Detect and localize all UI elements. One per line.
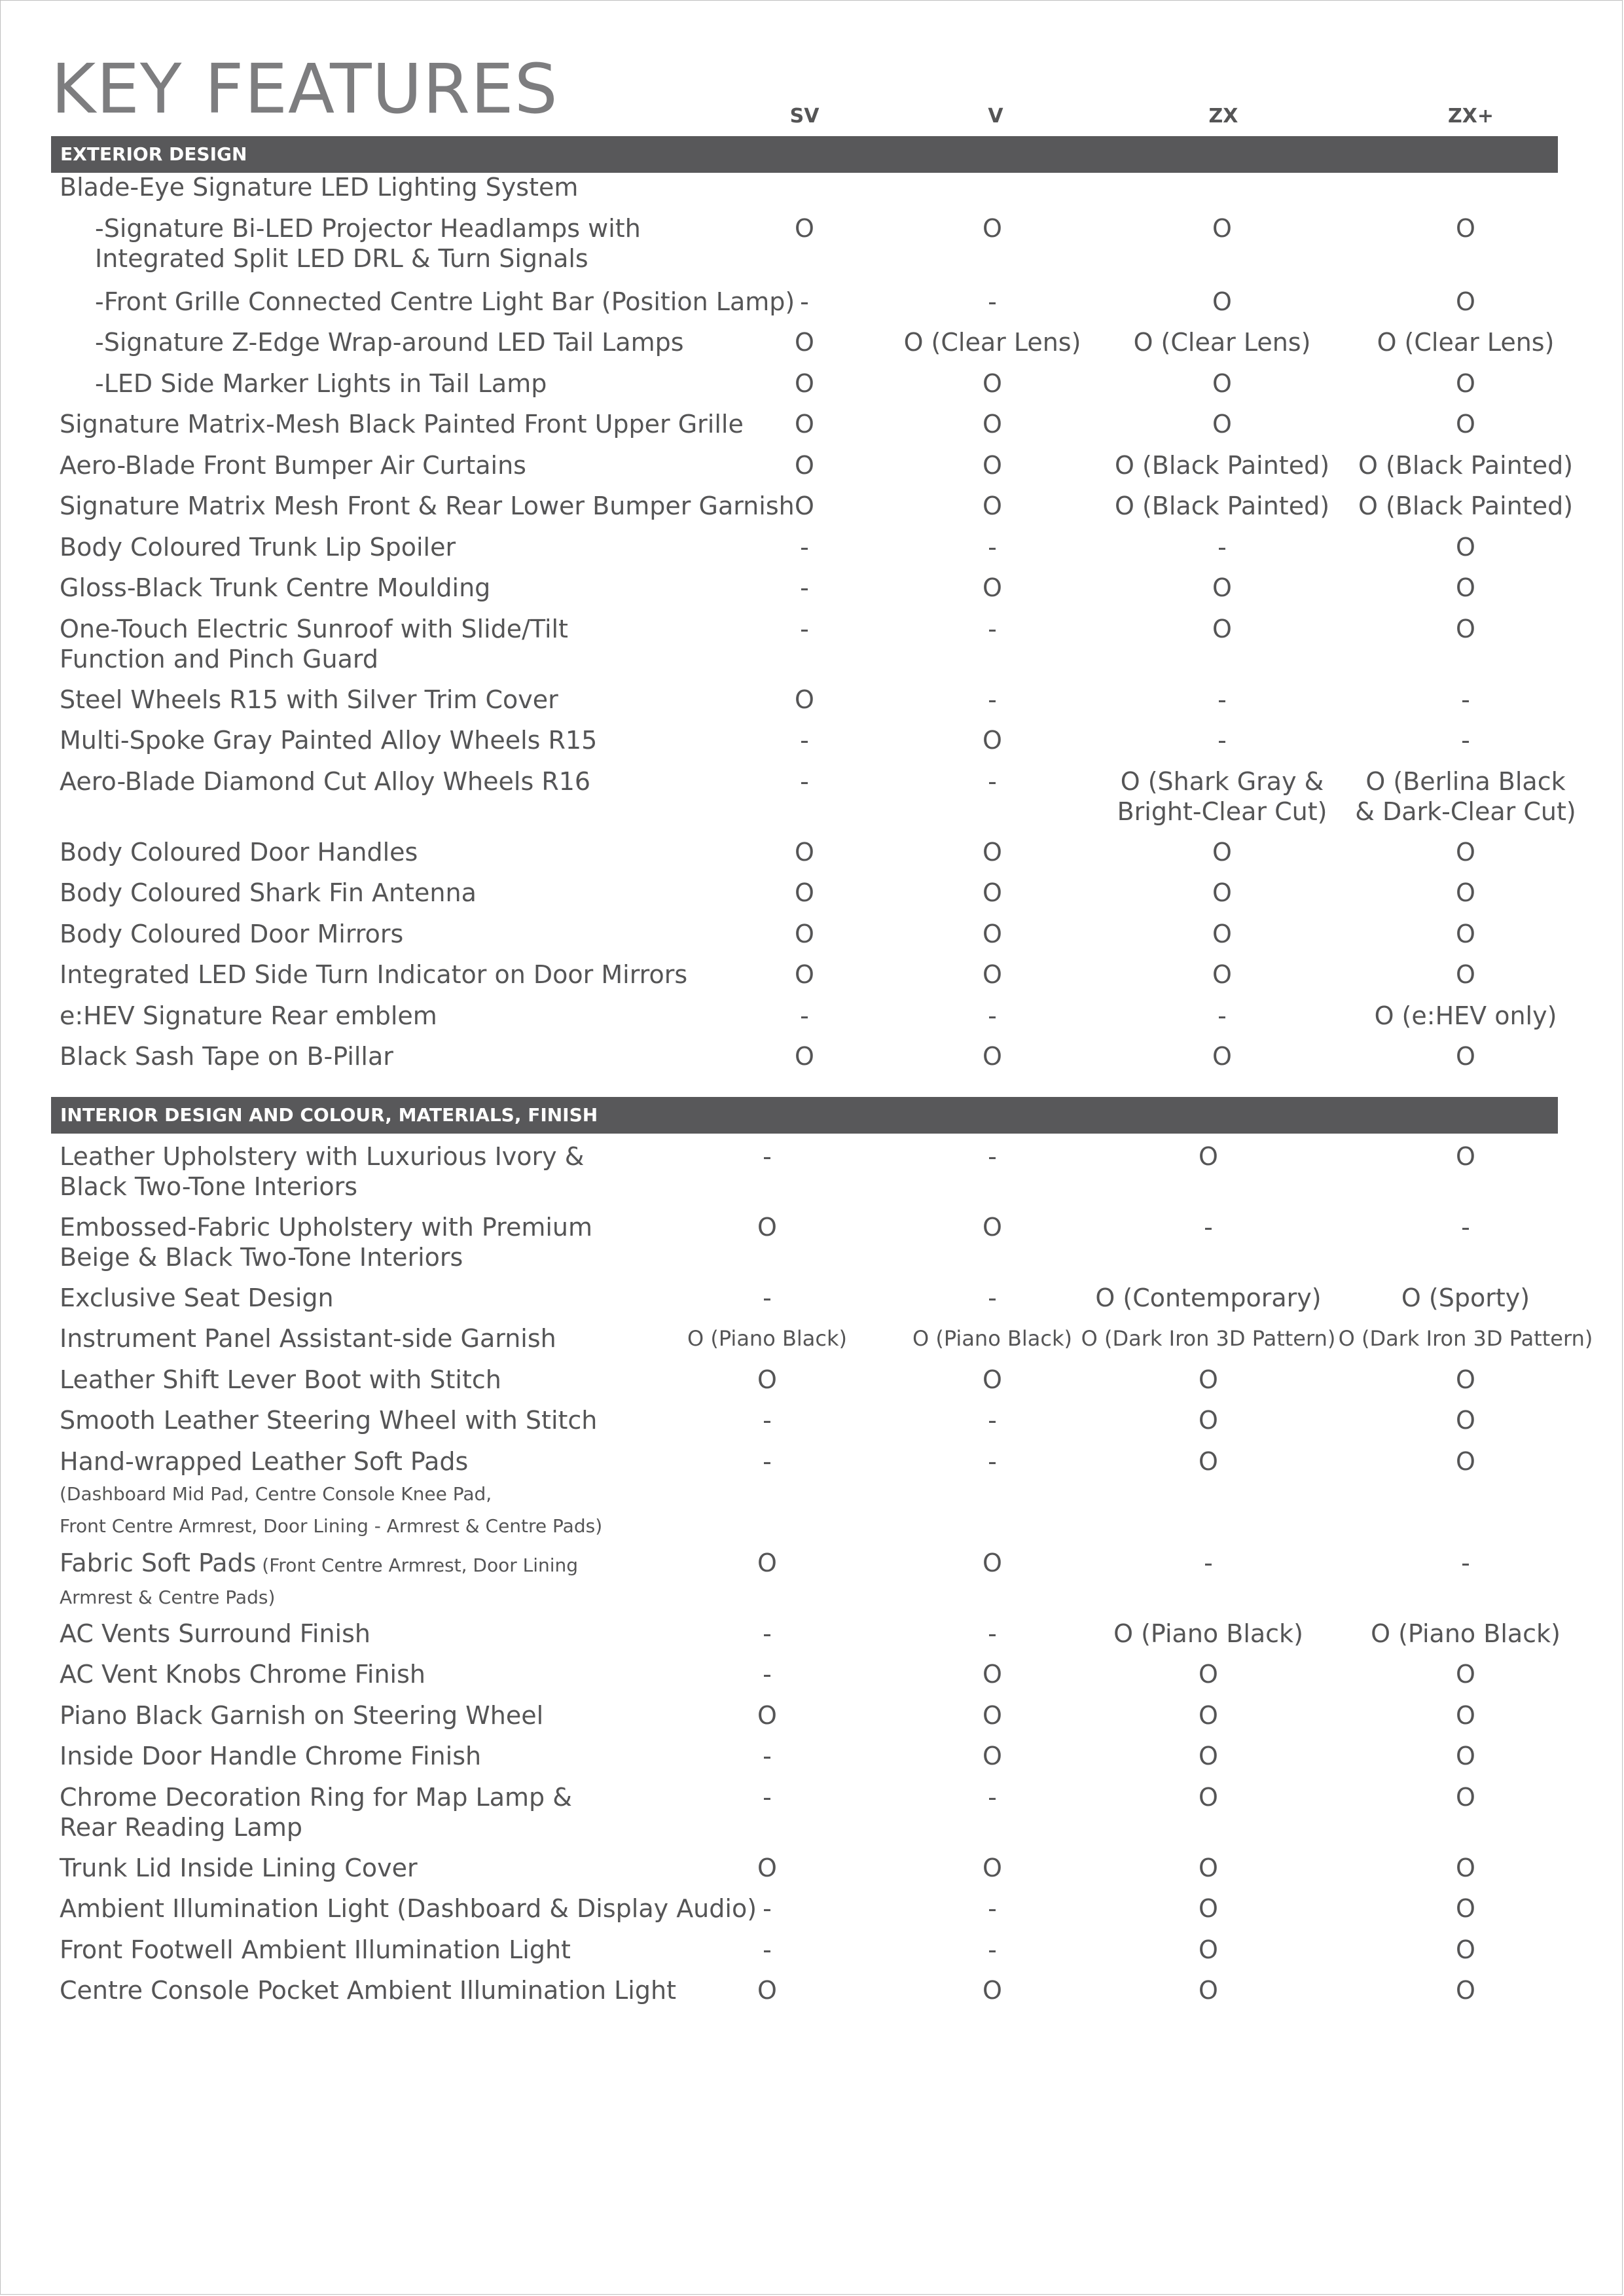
cell-zx-plus: O	[1456, 573, 1475, 602]
table-row	[0, 725, 1624, 766]
cell-zx-plus: O	[1456, 1854, 1475, 1882]
feature-label: e:HEV Signature Rear emblem	[60, 1001, 437, 1030]
feature-label: Centre Console Pocket Ambient Illumination Light	[60, 1976, 676, 2005]
cell-sv: O	[757, 1365, 777, 1394]
cell-v: O	[983, 451, 1002, 480]
cell-sv: O	[795, 369, 814, 398]
cell-zx-plus: O	[1456, 1447, 1475, 1476]
cell-sv: -	[763, 1894, 772, 1923]
cell-zx: O	[1199, 1406, 1218, 1435]
cell-zx-plus: O	[1456, 1935, 1475, 1964]
cell-zx-plus: O	[1456, 1742, 1475, 1770]
feature-label: Leather Upholstery with Luxurious Ivory & Black Two-Tone Interiors	[60, 1142, 585, 1201]
table-row	[0, 1141, 1624, 1212]
feature-label: -LED Side Marker Lights in Tail Lamp	[95, 369, 547, 398]
cell-sv: O	[795, 492, 814, 520]
cell-zx-plus: O (Dark Iron 3D Pattern)	[1338, 1326, 1593, 1351]
feature-label: Signature Matrix Mesh Front & Rear Lower Bumper Garnish	[60, 492, 795, 520]
cell-v: O	[983, 1742, 1002, 1770]
section-header-exterior: EXTERIOR DESIGN	[51, 136, 1558, 173]
cell-v: O	[983, 573, 1002, 602]
cell-sv: -	[763, 1406, 772, 1435]
cell-v: O	[983, 1976, 1002, 2005]
section-header-interior: INTERIOR DESIGN AND COLOUR, MATERIALS, FINISH	[51, 1097, 1558, 1134]
cell-zx-plus: O	[1456, 533, 1475, 562]
feature-label: Multi-Spoke Gray Painted Alloy Wheels R15	[60, 726, 598, 755]
cell-zx: O	[1212, 410, 1232, 439]
feature-label: Ambient Illumination Light (Dashboard & Display Audio)	[60, 1894, 757, 1923]
cell-sv: O	[795, 685, 814, 714]
cell-zx: O	[1199, 1894, 1218, 1923]
cell-sv: O	[795, 878, 814, 907]
feature-label: Hand-wrapped Leather Soft Pads (Dashboard Mid Pad, Centre Console Knee Pad, Front Centre Armrest, Door Lining - Armrest & Centre Pads)	[60, 1447, 603, 1537]
cell-zx-plus: O	[1456, 1142, 1475, 1171]
table-row	[0, 1283, 1624, 1323]
feature-label: One-Touch Electric Sunroof with Slide/Tilt Function and Pinch Guard	[60, 615, 568, 673]
feature-label: Aero-Blade Front Bumper Air Curtains	[60, 451, 526, 480]
feature-label: Chrome Decoration Ring for Map Lamp & Rear Reading Lamp	[60, 1783, 572, 1842]
column-header-zx-plus: ZX+	[1447, 105, 1494, 128]
cell-zx: -	[1218, 726, 1227, 755]
table-row	[0, 1619, 1624, 1659]
cell-v: O	[983, 1549, 1002, 1577]
cell-sv: -	[763, 1142, 772, 1171]
cell-zx-plus: O	[1456, 1406, 1475, 1435]
cell-zx-plus: O (Berlina Black & Dark-Clear Cut)	[1355, 767, 1576, 826]
cell-v: O	[983, 960, 1002, 989]
feature-label: Leather Shift Lever Boot with Stitch	[60, 1365, 501, 1394]
cell-zx-plus: -	[1461, 1549, 1470, 1577]
cell-v: O	[983, 1042, 1002, 1071]
table-row	[0, 1548, 1624, 1619]
cell-zx: O	[1212, 1042, 1232, 1071]
cell-sv: -	[763, 1619, 772, 1648]
table-row	[0, 1001, 1624, 1041]
cell-zx: -	[1218, 1001, 1227, 1030]
cell-v: -	[988, 767, 997, 796]
cell-zx-plus: -	[1461, 1213, 1470, 1242]
table-row	[0, 368, 1624, 409]
cell-v: -	[988, 615, 997, 643]
cell-zx-plus: O	[1456, 878, 1475, 907]
cell-v: -	[988, 1283, 997, 1312]
cell-v: -	[988, 1619, 997, 1648]
cell-sv: O	[757, 1213, 777, 1242]
cell-sv: -	[800, 767, 809, 796]
cell-zx: O	[1212, 878, 1232, 907]
table-row	[0, 450, 1624, 491]
feature-label: Body Coloured Door Mirrors	[60, 920, 404, 948]
cell-zx-plus: O (Piano Black)	[1371, 1619, 1561, 1648]
table-row	[0, 960, 1624, 1001]
cell-zx-plus: O (e:HEV only)	[1374, 1001, 1557, 1030]
cell-v: O	[983, 492, 1002, 520]
cell-zx: -	[1204, 1213, 1213, 1242]
cell-v: -	[988, 685, 997, 714]
cell-sv: O	[795, 1042, 814, 1071]
cell-sv: -	[800, 615, 809, 643]
feature-label: Inside Door Handle Chrome Finish	[60, 1742, 482, 1770]
cell-zx: O	[1212, 615, 1232, 643]
cell-zx-plus: O	[1456, 410, 1475, 439]
cell-zx-plus: -	[1461, 726, 1470, 755]
feature-label: AC Vent Knobs Chrome Finish	[60, 1660, 425, 1689]
cell-v: O	[983, 1660, 1002, 1689]
feature-label: Smooth Leather Steering Wheel with Stitch	[60, 1406, 598, 1435]
table-row	[0, 837, 1624, 878]
column-headers	[0, 105, 1624, 131]
cell-zx: -	[1218, 533, 1227, 562]
feature-note: (Dashboard Mid Pad, Centre Console Knee Pad,	[60, 1483, 492, 1505]
table-row	[0, 287, 1624, 327]
cell-zx: O	[1212, 287, 1232, 316]
cell-v: -	[988, 287, 997, 316]
feature-label: Front Footwell Ambient Illumination Light	[60, 1935, 571, 1964]
cell-sv: -	[763, 1283, 772, 1312]
feature-label: Blade-Eye Signature LED Lighting System	[60, 173, 579, 202]
table-row	[0, 532, 1624, 573]
cell-sv: -	[800, 573, 809, 602]
cell-zx: O (Dark Iron 3D Pattern)	[1081, 1326, 1336, 1351]
cell-v: -	[988, 1447, 997, 1476]
table-row	[0, 919, 1624, 960]
feature-label: Body Coloured Shark Fin Antenna	[60, 878, 477, 907]
feature-label: Gloss-Black Trunk Centre Moulding	[60, 573, 491, 602]
table-row	[0, 685, 1624, 725]
cell-sv: O	[795, 838, 814, 867]
cell-sv: O	[795, 214, 814, 243]
cell-zx: -	[1218, 685, 1227, 714]
table-row	[0, 1782, 1624, 1853]
cell-sv: O	[757, 1701, 777, 1730]
feature-label: Signature Matrix-Mesh Black Painted Front Upper Grille	[60, 410, 744, 439]
cell-zx: O (Piano Black)	[1113, 1619, 1303, 1648]
table-row	[0, 1659, 1624, 1700]
cell-zx-plus: O (Clear Lens)	[1377, 328, 1555, 357]
exterior-feature-table	[0, 172, 1624, 1083]
table-row	[0, 1935, 1624, 1975]
cell-zx-plus: O	[1456, 838, 1475, 867]
cell-v: -	[988, 1783, 997, 1812]
cell-v: O (Clear Lens)	[903, 328, 1081, 357]
cell-v: O	[983, 369, 1002, 398]
table-row	[0, 1405, 1624, 1446]
cell-sv: -	[763, 1660, 772, 1689]
cell-v: -	[988, 1001, 997, 1030]
cell-sv: -	[763, 1447, 772, 1476]
cell-sv: -	[763, 1935, 772, 1964]
cell-zx: O	[1212, 920, 1232, 948]
cell-sv: O (Piano Black)	[687, 1326, 848, 1351]
cell-sv: O	[795, 410, 814, 439]
feature-label: -Signature Bi-LED Projector Headlamps with Integrated Split LED DRL & Turn Signals	[95, 214, 641, 273]
cell-v: O	[983, 1213, 1002, 1242]
table-row	[0, 614, 1624, 685]
cell-zx-plus: O	[1456, 1783, 1475, 1812]
cell-zx-plus: O	[1456, 920, 1475, 948]
feature-label: Black Sash Tape on B-Pillar	[60, 1042, 393, 1071]
feature-label: Body Coloured Door Handles	[60, 838, 418, 867]
cell-v: -	[988, 533, 997, 562]
cell-zx: O	[1199, 1660, 1218, 1689]
cell-v: O	[983, 214, 1002, 243]
cell-sv: O	[795, 960, 814, 989]
cell-v: O	[983, 878, 1002, 907]
table-row	[0, 1446, 1624, 1548]
cell-zx: O	[1212, 573, 1232, 602]
cell-v: O	[983, 838, 1002, 867]
cell-zx-plus: O	[1456, 1701, 1475, 1730]
feature-label: Fabric Soft Pads (Front Centre Armrest, Door Lining Armrest & Centre Pads)	[60, 1549, 579, 1608]
cell-sv: -	[763, 1783, 772, 1812]
cell-v: O (Piano Black)	[912, 1326, 1073, 1351]
cell-zx: O	[1199, 1742, 1218, 1770]
cell-zx: -	[1204, 1549, 1213, 1577]
cell-v: -	[988, 1935, 997, 1964]
feature-label: AC Vents Surround Finish	[60, 1619, 370, 1648]
feature-label: Aero-Blade Diamond Cut Alloy Wheels R16	[60, 767, 591, 796]
cell-zx-plus: O	[1456, 1660, 1475, 1689]
cell-zx-plus: O	[1456, 1976, 1475, 2005]
table-row	[0, 1741, 1624, 1782]
column-header-v: V	[988, 105, 1003, 128]
feature-label: -Signature Z-Edge Wrap-around LED Tail Lamps	[95, 328, 684, 357]
cell-zx: O	[1199, 1783, 1218, 1812]
table-row	[0, 1700, 1624, 1741]
cell-zx-plus: O	[1456, 1365, 1475, 1394]
cell-sv: O	[795, 451, 814, 480]
feature-label: Body Coloured Trunk Lip Spoiler	[60, 533, 456, 562]
cell-v: O	[983, 410, 1002, 439]
feature-label: Instrument Panel Assistant-side Garnish	[60, 1324, 556, 1353]
table-row	[0, 213, 1624, 287]
feature-label: -Front Grille Connected Centre Light Bar (Position Lamp)	[95, 287, 795, 316]
cell-zx-plus: O (Black Painted)	[1358, 451, 1574, 480]
cell-zx-plus: O	[1456, 960, 1475, 989]
interior-feature-table	[0, 1141, 1624, 2017]
column-header-sv: SV	[789, 105, 820, 128]
feature-label: Steel Wheels R15 with Silver Trim Cover	[60, 685, 558, 714]
table-row	[0, 573, 1624, 614]
cell-zx-plus: O	[1456, 1894, 1475, 1923]
cell-v: O	[983, 920, 1002, 948]
table-row	[0, 1893, 1624, 1935]
table-row	[0, 1041, 1624, 1083]
cell-zx-plus: -	[1461, 685, 1470, 714]
cell-zx-plus: O	[1456, 1042, 1475, 1071]
cell-zx: O (Contemporary)	[1095, 1283, 1322, 1312]
table-row	[0, 1975, 1624, 2017]
cell-zx: O	[1199, 1142, 1218, 1171]
cell-sv: O	[795, 920, 814, 948]
cell-sv: -	[800, 726, 809, 755]
table-row	[0, 1365, 1624, 1405]
cell-zx: O	[1199, 1976, 1218, 2005]
cell-zx: O (Clear Lens)	[1133, 328, 1311, 357]
cell-sv: -	[800, 1001, 809, 1030]
cell-zx-plus: O	[1456, 615, 1475, 643]
cell-zx: O (Black Painted)	[1114, 492, 1330, 520]
cell-v: O	[983, 726, 1002, 755]
table-row	[0, 172, 1624, 213]
cell-zx-plus: O (Black Painted)	[1358, 492, 1574, 520]
cell-sv: O	[795, 328, 814, 357]
cell-zx-plus: O	[1456, 287, 1475, 316]
cell-v: O	[983, 1365, 1002, 1394]
cell-sv: O	[757, 1549, 777, 1577]
cell-v: O	[983, 1701, 1002, 1730]
table-row	[0, 1212, 1624, 1283]
table-row	[0, 1853, 1624, 1893]
feature-label: Embossed-Fabric Upholstery with Premium Beige & Black Two-Tone Interiors	[60, 1213, 593, 1272]
table-row	[0, 1323, 1624, 1365]
cell-zx: O	[1199, 1447, 1218, 1476]
cell-zx: O	[1199, 1935, 1218, 1964]
cell-zx: O (Shark Gray & Bright-Clear Cut)	[1117, 767, 1327, 826]
cell-v: O	[983, 1854, 1002, 1882]
feature-note: Front Centre Armrest, Door Lining - Armrest & Centre Pads)	[60, 1515, 603, 1537]
cell-v: -	[988, 1894, 997, 1923]
cell-sv: -	[800, 287, 809, 316]
cell-zx: O	[1199, 1854, 1218, 1882]
feature-label: Trunk Lid Inside Lining Cover	[60, 1854, 418, 1882]
cell-v: -	[988, 1406, 997, 1435]
page-title: KEY FEATURES	[51, 49, 558, 129]
feature-note: (Front Centre Armrest, Door Lining	[256, 1554, 579, 1576]
cell-zx: O	[1199, 1701, 1218, 1730]
cell-zx-plus: O	[1456, 214, 1475, 243]
feature-label: Integrated LED Side Turn Indicator on Door Mirrors	[60, 960, 688, 989]
feature-label: Piano Black Garnish on Steering Wheel	[60, 1701, 544, 1730]
cell-zx-plus: O	[1456, 369, 1475, 398]
cell-zx: O	[1212, 960, 1232, 989]
table-row	[0, 491, 1624, 532]
cell-sv: -	[800, 533, 809, 562]
table-row	[0, 766, 1624, 837]
cell-v: -	[988, 1142, 997, 1171]
table-row	[0, 878, 1624, 919]
cell-sv: O	[757, 1854, 777, 1882]
column-header-zx: ZX	[1208, 105, 1238, 128]
cell-zx: O	[1212, 214, 1232, 243]
feature-label: Exclusive Seat Design	[60, 1283, 334, 1312]
cell-zx: O	[1212, 369, 1232, 398]
cell-zx: O	[1199, 1365, 1218, 1394]
cell-zx-plus: O (Sporty)	[1401, 1283, 1530, 1312]
table-row	[0, 409, 1624, 450]
cell-zx: O (Black Painted)	[1114, 451, 1330, 480]
feature-note: Armrest & Centre Pads)	[60, 1587, 276, 1608]
cell-sv: O	[757, 1976, 777, 2005]
table-row	[0, 327, 1624, 368]
cell-sv: -	[763, 1742, 772, 1770]
cell-zx: O	[1212, 838, 1232, 867]
